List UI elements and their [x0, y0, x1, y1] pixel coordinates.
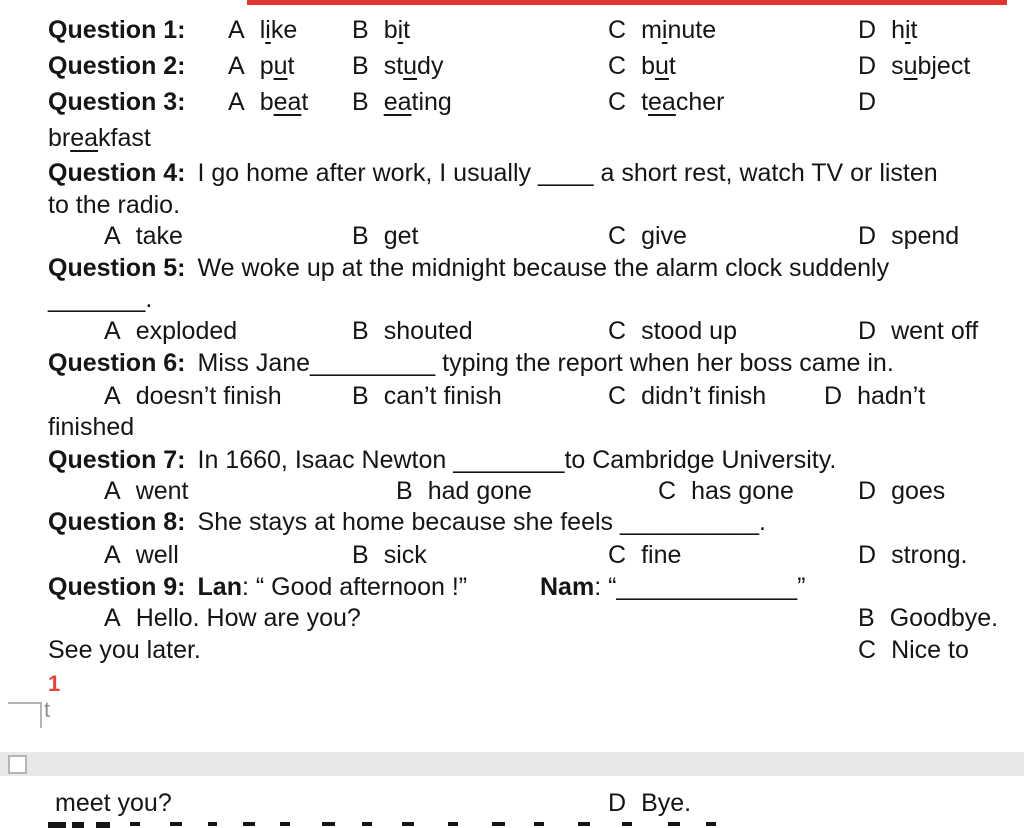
question-3-wrap-row	[0, 124, 1024, 160]
option-b-wrap: See you later.	[48, 636, 201, 664]
question-blank: _______.	[48, 285, 153, 313]
option-word: doesn’t finish	[135, 382, 282, 410]
option-letter: A	[104, 382, 121, 410]
nam-quote: : “_____________”	[594, 573, 806, 601]
question-stem: She stays at home because she feels __________.	[197, 508, 766, 536]
option-letter: D	[858, 477, 877, 505]
option-letter: D	[824, 382, 843, 410]
option-a	[104, 477, 189, 506]
option-b	[396, 477, 532, 506]
option-letter: A	[104, 477, 121, 505]
top-red-underline	[247, 0, 1007, 5]
option-a	[104, 382, 282, 411]
option-d	[824, 382, 925, 411]
option-letter: B	[858, 604, 875, 632]
option-c	[658, 477, 794, 506]
option-letter: D	[608, 789, 627, 817]
option-a	[104, 604, 361, 633]
option-word: teacher	[641, 88, 725, 116]
question-label: Question 4:	[48, 159, 186, 187]
option-word: minute	[641, 16, 717, 44]
question-label: Question 3:	[48, 88, 186, 116]
option-letter: D	[858, 222, 877, 250]
option-c	[608, 541, 681, 570]
question-stem-wrap: to the radio.	[48, 191, 181, 219]
option-b	[352, 16, 410, 45]
option-b	[352, 222, 418, 251]
option-c	[608, 16, 716, 45]
option-letter: A	[104, 541, 121, 569]
option-letter: A	[104, 317, 121, 345]
question-9-options-row-2	[0, 636, 1024, 672]
nam-part	[540, 573, 805, 602]
question-6-wrap-row	[0, 413, 1024, 449]
option-word: stood up	[641, 317, 737, 345]
question-5-wrap-row	[0, 285, 1024, 321]
option-word: sick	[383, 541, 427, 569]
option-letter: C	[608, 317, 627, 345]
cursor-letter: t	[44, 697, 51, 722]
option-word: has gone	[691, 477, 794, 505]
option-a	[104, 317, 237, 346]
question-label: Question 5:	[48, 254, 186, 282]
option-word: Bye.	[641, 789, 692, 817]
option-word: hadn’t	[857, 382, 926, 410]
option-b	[352, 382, 502, 411]
option-word: Goodbye.	[889, 604, 999, 632]
option-word: went off	[891, 317, 979, 345]
option-letter: D	[858, 52, 877, 80]
option-word: put	[259, 52, 295, 80]
option-letter: C	[608, 16, 627, 44]
option-d	[858, 477, 945, 506]
question-8-options	[0, 541, 1024, 577]
option-a	[104, 541, 179, 570]
option-a	[228, 88, 308, 117]
option-letter: A	[228, 52, 245, 80]
cursor-row	[0, 697, 1024, 733]
question-text	[48, 159, 938, 188]
option-c	[858, 636, 969, 665]
option-letter: C	[608, 541, 627, 569]
question-text	[48, 349, 894, 378]
option-letter: C	[658, 477, 677, 505]
option-word: get	[383, 222, 419, 250]
option-word: bit	[383, 16, 411, 44]
option-letter: C	[858, 636, 877, 664]
question-stem: We woke up at the midnight because the alarm clock suddenly	[197, 254, 890, 282]
question-label: Question 7:	[48, 446, 186, 474]
question-text	[48, 446, 836, 475]
option-a	[228, 16, 297, 45]
option-letter: D	[858, 541, 877, 569]
option-c	[608, 382, 766, 411]
option-word: subject	[891, 52, 971, 80]
question-3-row	[0, 88, 1024, 124]
question-4-options	[0, 222, 1024, 258]
option-word: well	[135, 541, 179, 569]
question-9-options-row-3	[0, 789, 1024, 825]
option-c	[608, 52, 676, 81]
option-letter: A	[228, 88, 245, 116]
option-a	[104, 222, 183, 251]
option-word: had gone	[427, 477, 532, 505]
option-d	[858, 317, 978, 346]
question-label: Question 2:	[48, 52, 186, 80]
option-word: take	[135, 222, 183, 250]
option-word: exploded	[135, 317, 238, 345]
option-word: study	[383, 52, 444, 80]
question-stem: In 1660, Isaac Newton ________to Cambridge University.	[197, 446, 837, 474]
option-letter: B	[352, 16, 369, 44]
option-word: went	[135, 477, 189, 505]
option-word: fine	[641, 541, 682, 569]
question-text	[48, 573, 467, 602]
option-d	[858, 16, 917, 45]
option-c	[608, 88, 724, 117]
option-word: hit	[891, 16, 918, 44]
option-letter: B	[352, 541, 369, 569]
option-d	[858, 88, 891, 117]
question-text	[48, 508, 766, 537]
option-a	[228, 52, 294, 81]
question-stem: I go home after work, I usually ____ a short rest, watch TV or listen	[197, 159, 938, 187]
page-break-band	[0, 752, 1024, 776]
option-c-wrap: meet you?	[55, 789, 172, 817]
question-5-options	[0, 317, 1024, 353]
question-text	[48, 254, 889, 283]
option-d-wrap-word: breakfast	[48, 124, 151, 152]
option-letter: B	[352, 382, 369, 410]
question-label: Question 8:	[48, 508, 186, 536]
option-word: Nice to	[891, 636, 969, 664]
question-label: Question 1:	[48, 16, 186, 44]
option-word: spend	[891, 222, 960, 250]
option-letter: A	[104, 222, 121, 250]
question-label: Question 9:	[48, 573, 186, 601]
option-letter: B	[352, 52, 369, 80]
option-letter: B	[352, 222, 369, 250]
option-letter: B	[396, 477, 413, 505]
option-d	[858, 52, 970, 81]
question-stem: Miss Jane_________ typing the report when her boss came in.	[197, 349, 894, 377]
option-letter: C	[608, 382, 627, 410]
question-6-row	[0, 349, 1024, 385]
option-word: Hello. How are you?	[135, 604, 361, 632]
option-letter: A	[104, 604, 121, 632]
red-page-number: 1	[48, 671, 61, 696]
question-4-row	[0, 159, 1024, 195]
option-letter: D	[858, 16, 877, 44]
option-d	[608, 789, 691, 818]
question-1-row	[0, 16, 1024, 52]
option-letter: A	[228, 16, 245, 44]
option-d	[858, 541, 968, 570]
option-d	[858, 222, 959, 251]
option-b	[352, 52, 443, 81]
option-c	[608, 222, 687, 251]
question-2-row	[0, 52, 1024, 88]
option-b	[352, 317, 473, 346]
option-word: can’t finish	[383, 382, 502, 410]
option-b	[352, 88, 452, 117]
option-word: but	[641, 52, 676, 80]
option-word: eating	[383, 88, 452, 116]
option-word: didn’t finish	[641, 382, 767, 410]
speaker-lan: Lan	[197, 573, 242, 601]
option-word: give	[641, 222, 687, 250]
option-letter: C	[608, 52, 627, 80]
option-word: like	[259, 16, 298, 44]
option-d-wrap-word: finished	[48, 413, 135, 441]
option-letter: C	[608, 222, 627, 250]
option-letter: C	[608, 88, 627, 116]
speaker-nam: Nam	[540, 573, 595, 601]
option-letter: D	[858, 88, 877, 116]
option-word: goes	[891, 477, 946, 505]
option-b	[858, 604, 998, 633]
option-letter: B	[352, 88, 369, 116]
option-letter: B	[352, 317, 369, 345]
option-word: shouted	[383, 317, 473, 345]
lan-quote: : “ Good afternoon !”	[241, 573, 468, 601]
option-b	[352, 541, 427, 570]
option-word: beat	[259, 88, 309, 116]
question-9-options-row-1	[0, 604, 1024, 640]
drawing-anchor-square	[8, 755, 27, 774]
option-letter: D	[858, 317, 877, 345]
question-label: Question 6:	[48, 349, 186, 377]
option-c	[608, 317, 737, 346]
option-word: strong.	[891, 541, 968, 569]
question-8-row	[0, 508, 1024, 544]
